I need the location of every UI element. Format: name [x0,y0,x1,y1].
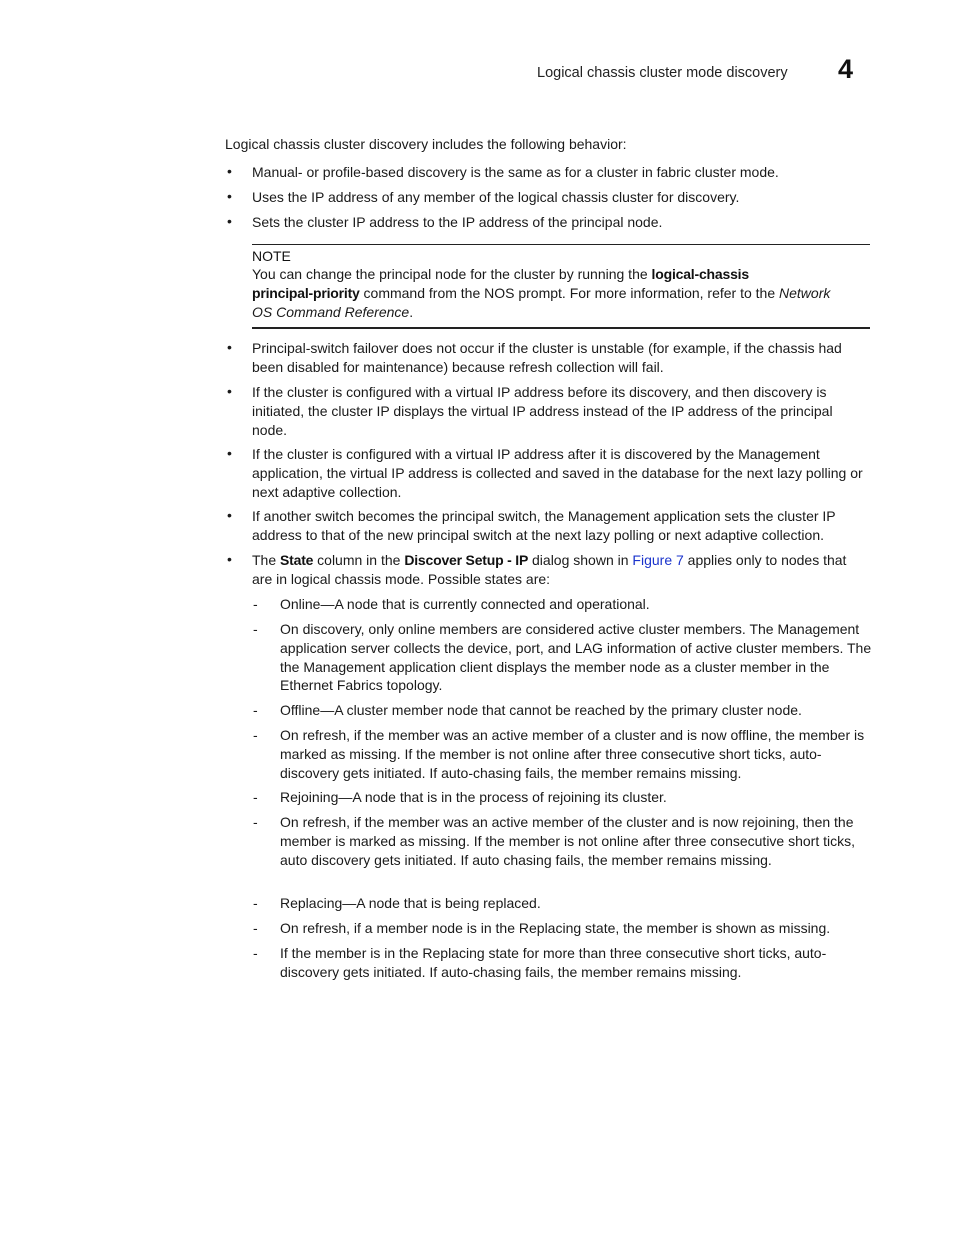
dash-mark: - [253,789,258,805]
list-item-text: If the cluster is configured with a virtual IP address before its discovery, and then discovery is initiated, the cluster IP displays the virtual IP address instead of the IP address of the principal node. [252,384,833,438]
sub-list-item [253,919,872,938]
sub-list-item-text: Offline—A cluster member node that cannot be reached by the primary cluster node. [280,702,802,718]
list-item [227,339,870,377]
list-item-text: Uses the IP address of any member of the logical chassis cluster for discovery. [252,189,740,205]
dash-mark: - [253,920,258,936]
sub-list-item [253,595,872,614]
bullet-mark: • [227,213,232,229]
ui-term-dialog: Discover Setup - IP [404,552,529,568]
sub-list-item [253,894,872,913]
note-command: principal-priority [252,284,360,301]
sub-list-item-text: On refresh, if the member was an active member of a cluster and is now offline, the member is marked as missing. If the member is not online after three consecutive short ticks, auto-discovery gets initiated. If auto-chasing fails, the member remains missing. [280,727,865,781]
list-item-text: If the cluster is configured with a virtual IP address after it is discovered by the Management application, the virtual IP address is collected and saved in the database for the next lazy polling or next adaptive collection. [252,446,863,500]
dash-mark: - [253,702,258,718]
bullet-mark: • [227,507,232,523]
note-command: logical-chassis [651,266,749,282]
list-item [227,383,870,439]
sub-list-item-text: On discovery, only online members are considered active cluster members. The Management application server collects the device, port, and LAG information of active cluster members. The the Management application client displays the member node as a cluster member in the Ethernet Fabrics topology. [280,621,872,694]
list-item-text: applies only to nodes that [683,552,847,568]
note-box [252,244,870,329]
dash-mark: - [253,814,258,830]
dash-mark: - [253,727,258,743]
list-item-text: column in the [313,552,405,568]
note-text: command from the NOS prompt. For more information, refer to the [359,284,780,301]
note-reference: Network [779,284,831,301]
dash-mark: - [253,895,258,911]
list-item-state-column [227,551,870,589]
sub-list-item [253,701,872,720]
list-item [227,163,870,182]
sub-list-item [253,813,872,869]
list-item [227,507,870,545]
sub-list-item-text: If the member is in the Replacing state for more than three consecutive short ticks, auto-discovery gets initiated. If auto-chasing fails, the member remains missing. [280,945,827,980]
list-item [227,213,870,232]
bullet-mark: • [227,188,232,204]
dash-mark: - [253,945,258,961]
bullet-mark: • [227,163,232,179]
list-item [227,188,870,207]
intro-paragraph: Logical chassis cluster discovery includes the following behavior: [225,136,627,152]
list-item-text: If another switch becomes the principal switch, the Management application sets the cluster IP address to that of the new principal switch at the next lazy polling or next adaptive collection. [252,508,836,543]
note-label: NOTE [252,248,291,264]
sub-list-item-text: Replacing—A node that is being replaced. [280,895,541,911]
sub-list-item-text: On refresh, if the member was an active member of the cluster and is now rejoining, then the member is marked as missing. If the member is not online after three consecutive short ticks, auto discovery gets initiated. If auto chasing fails, the member remains missing. [280,814,856,868]
sub-list-item-text: Rejoining—A node that is in the process of rejoining its cluster. [280,789,667,805]
note-reference: OS Command Reference [252,303,410,320]
bullet-mark: • [227,551,232,567]
list-item-text: dialog shown in [528,552,633,568]
chapter-number: 4 [838,54,854,84]
note-body [252,265,866,321]
list-item-text: Manual- or profile-based discovery is the same as for a cluster in fabric cluster mode. [252,164,779,180]
figure-link[interactable]: Figure 7 [632,552,684,568]
dash-mark: - [253,596,258,612]
bullet-mark: • [227,445,232,461]
note-text: . [409,303,414,320]
sub-list-item [253,788,872,807]
sub-list-item [253,944,872,982]
note-text: You can change the principal node for the cluster by running the [252,266,652,282]
list-item-text: Sets the cluster IP address to the IP address of the principal node. [252,214,663,230]
sub-list-item-text: On refresh, if a member node is in the Replacing state, the member is shown as missing. [280,920,831,936]
bullet-mark: • [227,339,232,355]
bullet-mark: • [227,383,232,399]
sub-list-item [253,620,872,695]
dash-mark: - [253,621,258,637]
sub-list-item-text: Online—A node that is currently connected and operational. [280,596,650,612]
list-item-text: are in logical chassis mode. Possible states are: [252,570,551,587]
list-item [227,445,870,501]
list-item-text: The [252,552,281,568]
sub-list-item [253,726,872,782]
list-item-text: Principal-switch failover does not occur if the cluster is unstable (for example, if the chassis had been disabled for maintenance) because refresh collection will fail. [252,340,842,375]
running-header: Logical chassis cluster mode discovery [537,65,788,81]
ui-term-state: State [280,552,314,568]
